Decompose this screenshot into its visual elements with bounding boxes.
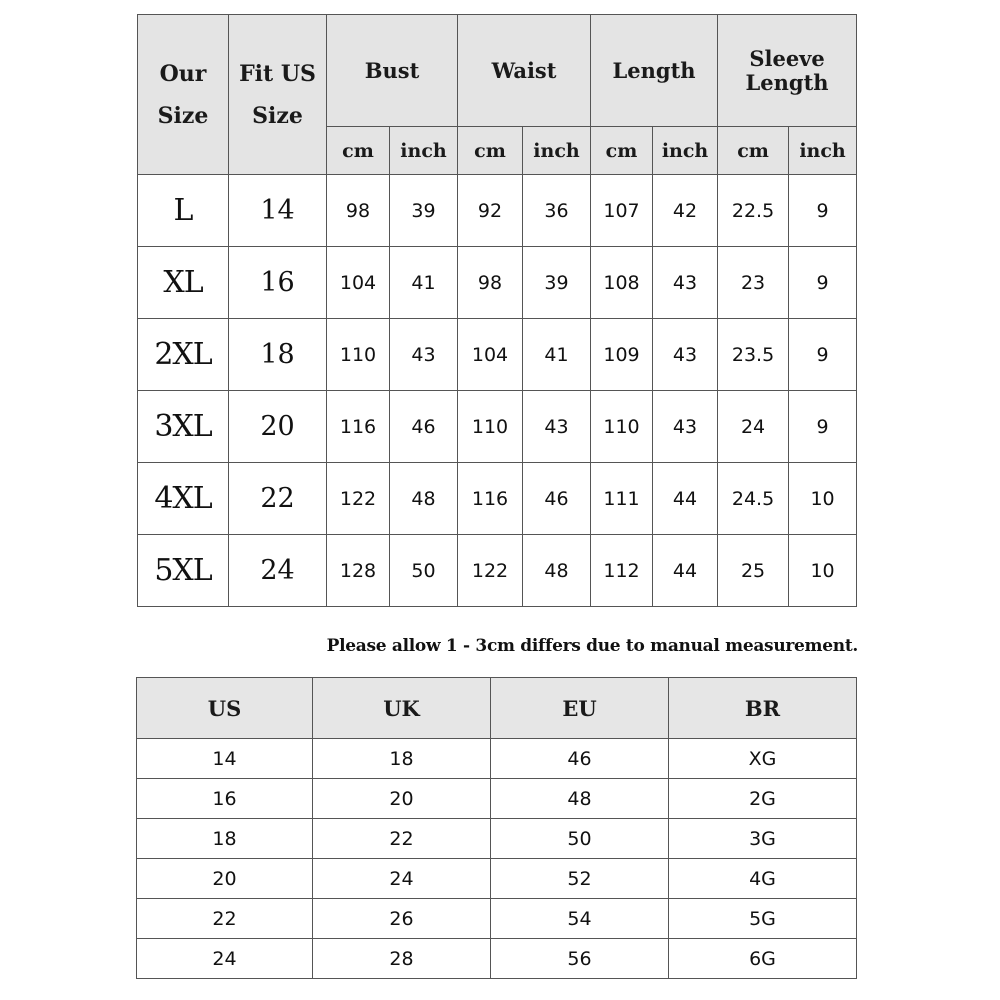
sleeve-cm-cell: 25 [718,535,789,607]
header-br: BR [669,678,857,739]
table-row [138,175,857,247]
header-sleeve-line2: Length [745,69,829,95]
sleeve-cm-cell: 24 [718,391,789,463]
header-fit-us-line1: Fit US [239,60,316,87]
length-cm-cell: 107 [591,175,653,247]
sleeve-inch-cell: 9 [789,391,857,463]
br-cell: 4G [669,859,857,899]
uk-cell: 18 [313,739,491,779]
table-row [137,739,857,779]
sleeve-inch-cell: 10 [789,535,857,607]
eu-cell: 50 [491,819,669,859]
length-inch-cell: 43 [653,319,718,391]
fit-us-cell: 20 [229,391,327,463]
length-cm-cell: 109 [591,319,653,391]
measurement-note: Please allow 1 - 3cm differs due to manual measurement. [326,636,858,656]
bust-cm-cell: 116 [327,391,390,463]
our-size-cell: XL [138,247,229,319]
eu-cell: 56 [491,939,669,979]
table-row [137,859,857,899]
br-cell: 6G [669,939,857,979]
bust-inch-cell: 48 [390,463,458,535]
our-size-cell: 4XL [138,463,229,535]
waist-inch-cell: 41 [523,319,591,391]
table-row [137,779,857,819]
bust-cm-cell: 110 [327,319,390,391]
our-size-cell: 5XL [138,535,229,607]
fit-us-cell: 24 [229,535,327,607]
size-conversion-table [136,677,857,979]
table-row [138,319,857,391]
uk-cell: 24 [313,859,491,899]
fit-us-cell: 14 [229,175,327,247]
length-inch-cell: 43 [653,391,718,463]
waist-inch-cell: 36 [523,175,591,247]
header-sleeve-line1: Sleeve [749,45,825,71]
bust-inch-cell: 41 [390,247,458,319]
bust-inch-cell: 39 [390,175,458,247]
sleeve-cm-cell: 23.5 [718,319,789,391]
header-bust: Bust [327,15,458,127]
header-unit-cm: cm [718,127,789,175]
sleeve-cm-cell: 24.5 [718,463,789,535]
length-inch-cell: 44 [653,463,718,535]
table-row [138,247,857,319]
waist-cm-cell: 104 [458,319,523,391]
br-cell: 3G [669,819,857,859]
waist-cm-cell: 116 [458,463,523,535]
sleeve-inch-cell: 9 [789,175,857,247]
uk-cell: 26 [313,899,491,939]
length-inch-cell: 44 [653,535,718,607]
bust-cm-cell: 122 [327,463,390,535]
header-length: Length [591,15,718,127]
eu-cell: 52 [491,859,669,899]
br-cell: 2G [669,779,857,819]
uk-cell: 22 [313,819,491,859]
size-chart-table [137,14,857,607]
header-sleeve-length [718,15,857,127]
header-waist: Waist [458,15,591,127]
waist-inch-cell: 48 [523,535,591,607]
sleeve-cm-cell: 23 [718,247,789,319]
bust-inch-cell: 46 [390,391,458,463]
header-fit-us-line2: Size [252,102,303,129]
bust-inch-cell: 43 [390,319,458,391]
length-cm-cell: 110 [591,391,653,463]
us-cell: 22 [137,899,313,939]
header-us: US [137,678,313,739]
table-row [137,899,857,939]
sleeve-inch-cell: 10 [789,463,857,535]
eu-cell: 54 [491,899,669,939]
bust-cm-cell: 98 [327,175,390,247]
waist-cm-cell: 110 [458,391,523,463]
waist-inch-cell: 39 [523,247,591,319]
table-row [137,819,857,859]
header-unit-inch: inch [523,127,591,175]
eu-cell: 48 [491,779,669,819]
table-row [138,535,857,607]
us-cell: 14 [137,739,313,779]
br-cell: XG [669,739,857,779]
table-row [138,463,857,535]
br-cell: 5G [669,899,857,939]
waist-inch-cell: 43 [523,391,591,463]
length-cm-cell: 111 [591,463,653,535]
our-size-cell: 2XL [138,319,229,391]
sleeve-cm-cell: 22.5 [718,175,789,247]
waist-cm-cell: 122 [458,535,523,607]
bust-cm-cell: 128 [327,535,390,607]
header-eu: EU [491,678,669,739]
fit-us-cell: 16 [229,247,327,319]
fit-us-cell: 22 [229,463,327,535]
waist-inch-cell: 46 [523,463,591,535]
header-unit-inch: inch [390,127,458,175]
us-cell: 16 [137,779,313,819]
bust-inch-cell: 50 [390,535,458,607]
header-unit-inch: inch [789,127,857,175]
header-our-size [138,15,229,175]
us-cell: 24 [137,939,313,979]
length-inch-cell: 43 [653,247,718,319]
header-our-size-line1: Our [159,60,207,87]
our-size-cell: L [138,175,229,247]
eu-cell: 46 [491,739,669,779]
us-cell: 18 [137,819,313,859]
uk-cell: 28 [313,939,491,979]
header-unit-cm: cm [458,127,523,175]
sleeve-inch-cell: 9 [789,247,857,319]
length-inch-cell: 42 [653,175,718,247]
bust-cm-cell: 104 [327,247,390,319]
header-unit-cm: cm [327,127,390,175]
uk-cell: 20 [313,779,491,819]
table-row [138,391,857,463]
us-cell: 20 [137,859,313,899]
header-fit-us-size [229,15,327,175]
our-size-cell: 3XL [138,391,229,463]
header-unit-inch: inch [653,127,718,175]
header-uk: UK [313,678,491,739]
sleeve-inch-cell: 9 [789,319,857,391]
length-cm-cell: 112 [591,535,653,607]
header-our-size-line2: Size [157,102,209,129]
waist-cm-cell: 92 [458,175,523,247]
header-unit-cm: cm [591,127,653,175]
fit-us-cell: 18 [229,319,327,391]
waist-cm-cell: 98 [458,247,523,319]
table-row [137,939,857,979]
length-cm-cell: 108 [591,247,653,319]
